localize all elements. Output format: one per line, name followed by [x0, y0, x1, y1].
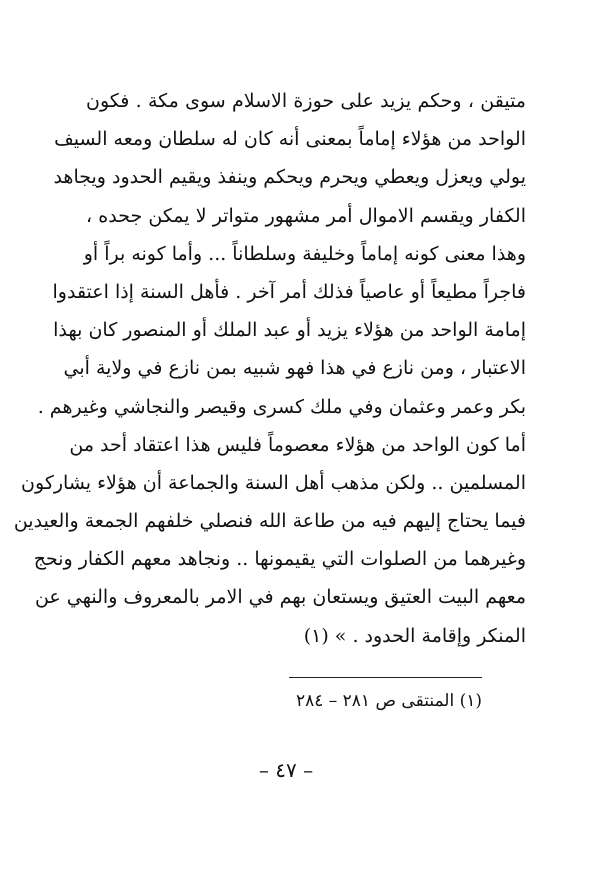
page-number: – ٤٧ – [258, 758, 314, 782]
text-line: وهذا معنى كونه إماماً وخليفة وسلطاناً ... وأما كونه براً أو [83, 242, 526, 265]
footnote-separator [289, 677, 482, 678]
text-line: فاجراً مطيعاً أو عاصياً فذلك أمر آخر . فأهل السنة إذا اعتقدوا [52, 280, 526, 303]
text-line: فيما يحتاج إليهم فيه من طاعة الله فنصلي خلفهم الجمعة والعيدين [13, 510, 526, 533]
body-text [13, 82, 526, 655]
text-line: يولي ويعزل ويعطي ويحرم ويحكم وينفذ ويقيم الحدود ويجاهد [53, 166, 526, 189]
text-line: المسلمين .. ولكن مذهب أهل السنة والجماعة أن هؤلاء يشاركون [21, 471, 526, 494]
text-line: بكر وعمر وعثمان وفي ملك كسرى وقيصر والنجاشي وغيرهم . [37, 395, 526, 418]
text-line: معهم البيت العتيق ويستعان بهم في الامر بالمعروف والنهي عن [34, 586, 526, 609]
text-line: الاعتبار ، ومن نازع في هذا فهو شبيه بمن نازع في ولاية أبي [63, 357, 526, 380]
text-line: إمامة الواحد من هؤلاء يزيد أو عبد الملك أو المنصور كان بهذا [53, 319, 526, 342]
text-line: الكفار ويقسم الاموال أمر مشهور متواتر لا يمكن جحده ، [86, 204, 526, 227]
footnote: (١) المنتقى ص ٢٨١ – ٢٨٤ [295, 691, 482, 711]
text-line: الواحد من هؤلاء إماماً بمعنى أنه كان له سلطان ومعه السيف [54, 128, 526, 151]
text-line: أما كون الواحد من هؤلاء معصوماً فليس هذا اعتقاد أحد من [69, 433, 526, 456]
text-line: متيقن ، وحكم يزيد على حوزة الاسلام سوى مكة . فكون [86, 90, 526, 112]
text-line: وغيرهما من الصلوات التي يقيمونها .. ونجاهد معهم الكفار ونحج [33, 548, 526, 571]
text-line: المنكر وإقامة الحدود . » (١) [303, 624, 526, 647]
